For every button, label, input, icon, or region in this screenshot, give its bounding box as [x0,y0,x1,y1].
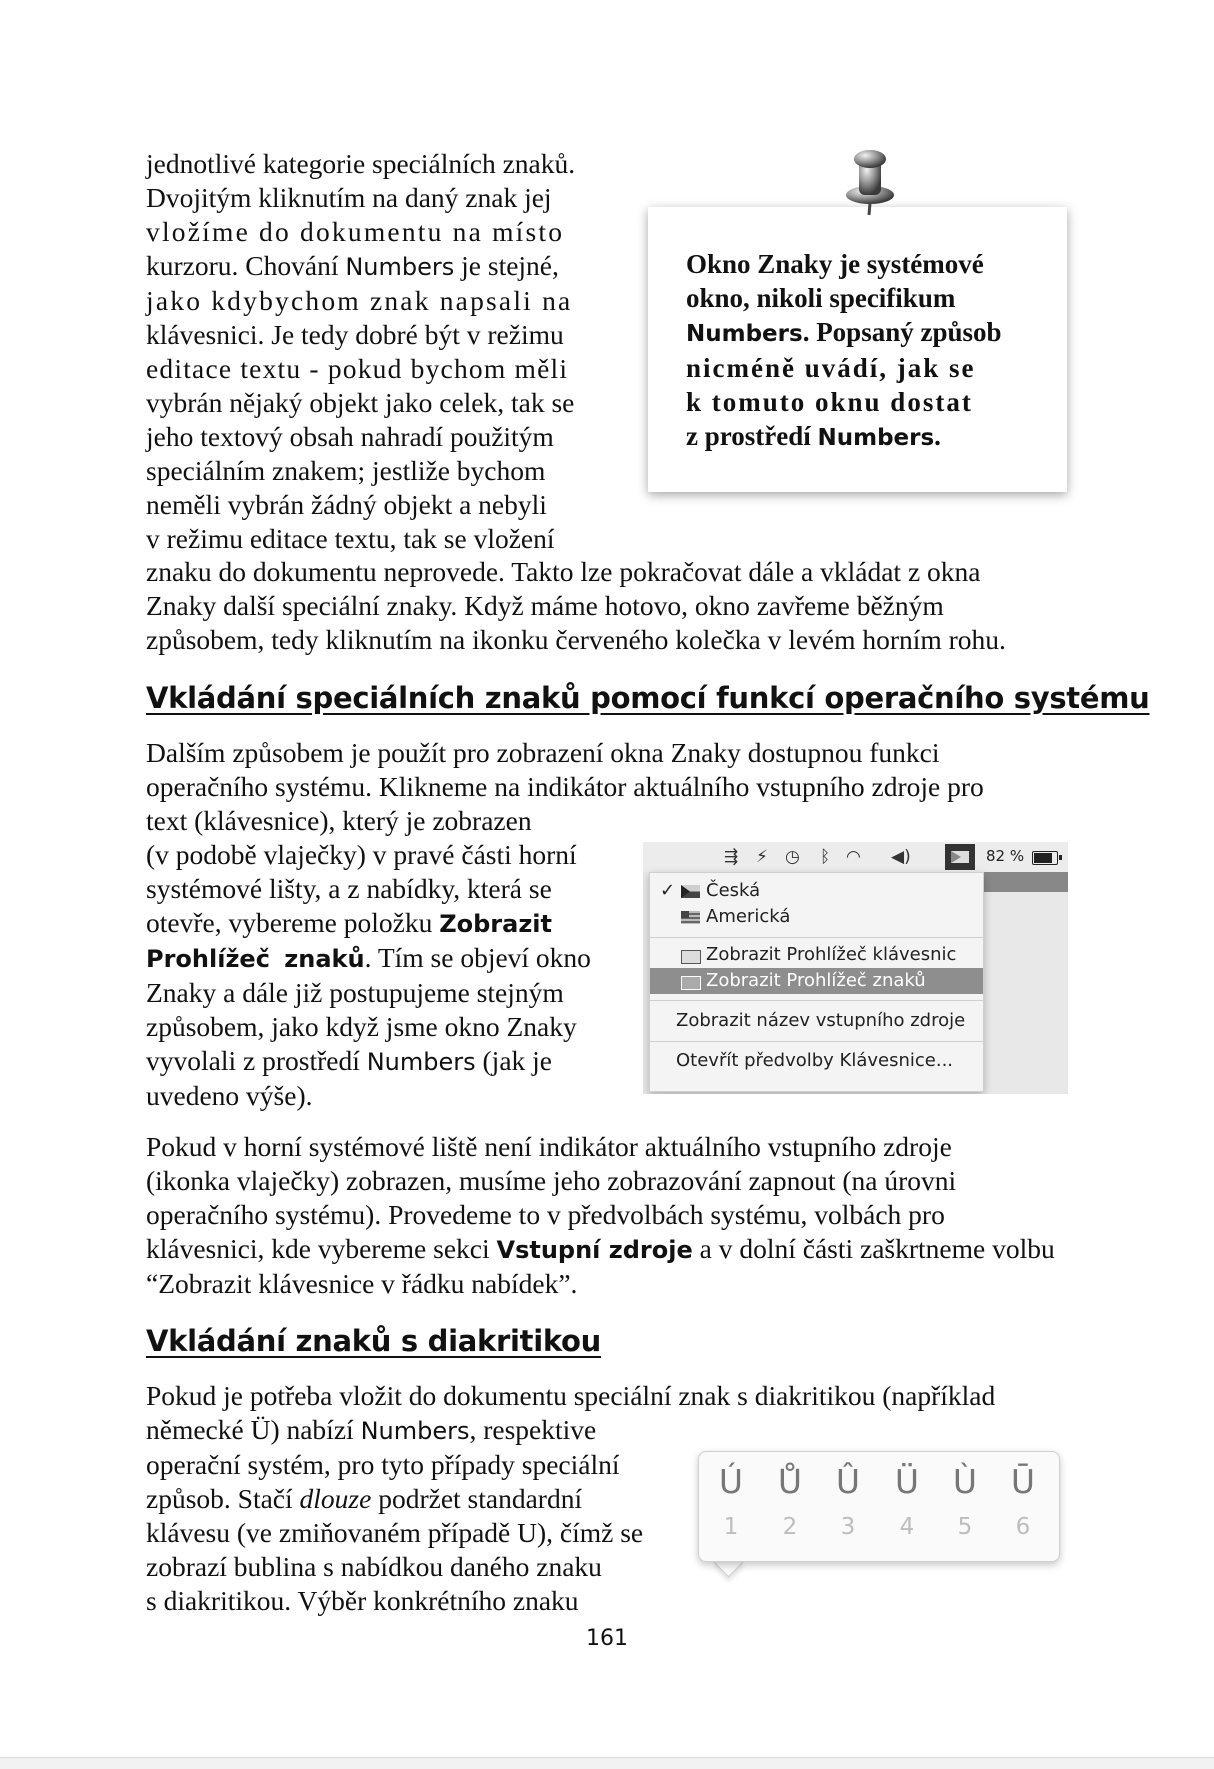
menu-item-show-input-name[interactable]: Zobrazit název vstupního zdroje [676,1010,966,1031]
battery-icon [1032,851,1058,865]
text-line: jeho textový obsah nahradí použitým [146,421,554,452]
diacritic-option[interactable]: Ú 1 [718,1462,744,1540]
paragraph-os-full [146,736,1067,804]
character-viewer-icon [681,976,701,990]
us-flag-icon [681,911,700,924]
text-line: editace textu - pokud bychom měli [146,353,569,384]
system-menubar [643,842,1068,872]
desktop-strip [982,872,1068,892]
menu-separator [650,937,983,938]
menu-separator [650,1000,983,1001]
input-source-dropdown [649,872,984,1092]
app-name-numbers: Numbers [360,1417,470,1445]
input-menu-screenshot [643,842,1068,1094]
paragraph-diacritics-narrow [146,1413,658,1618]
paragraph-diacritics-full [146,1379,1067,1413]
text-line: Dvojitým kliknutím na daný znak jej [146,182,552,213]
menu-item-reference: Zobrazit [439,910,553,938]
text-line: (ikonka vlaječky) zobrazen, musíme jeho zobrazování zapnout (na úrovni [146,1165,957,1196]
text-line: speciálním znakem; jestliže bychom [146,455,546,486]
bluetooth-icon: ᛒ [820,847,831,867]
text-line: operačního systému). Provedeme to v předvolbách systému, volbách pro [146,1199,945,1230]
checkmark-icon: ✓ [660,880,676,901]
text-line: “Zobrazit klávesnice v řádku nabídek”. [146,1268,578,1299]
text-line: Prohlížeč znaků. Tím se objeví okno [146,942,591,973]
note-text: Okno Znaky je systémové okno, nikoli specifikum Numbers. Popsaný způsob nicméně uvádí, jak se k tomuto oknu dostat z prostředí Numbers. [686,249,1002,451]
text-line: kurzoru. Chování Numbers je stejné, [146,250,559,281]
menu-separator [650,1041,983,1042]
diacritic-option[interactable]: Ů 2 [777,1462,803,1540]
menu-item-keyboard-prefs[interactable]: Otevřít předvolby Klávesnice... [676,1050,954,1071]
paragraph-input-sources [146,1130,1067,1301]
text-line: otevře, vybereme položku Zobrazit [146,907,553,938]
diacritic-option[interactable]: Ū 6 [1010,1462,1036,1540]
menu-item-character-viewer[interactable]: Zobrazit Prohlížeč znaků [650,968,983,994]
text-line: jako kdybychom znak napsali na [146,285,573,316]
text-line: Pokud v horní systémové liště není indikátor aktuálního vstupního zdroje [146,1131,952,1162]
diacritics-popup [698,1451,1060,1562]
input-source-indicator[interactable] [945,844,975,870]
text-line: operačního systému. Klikneme na indikátor aktuálního vstupního zdroje pro [146,771,984,802]
text-line: vybrán nějaký objekt jako celek, tak se [146,387,575,418]
text-line: Znaky další speciální znaky. Když máme hotovo, okno zavřeme běžným [146,590,944,621]
text-line: v režimu editace textu, tak se vložení [146,523,555,554]
text-line: klávesnici. Je tedy dobré být v režimu [146,319,564,350]
diacritic-option[interactable]: Ù 5 [952,1462,978,1540]
czech-flag-icon [681,885,700,898]
settings-section-reference: Vstupní zdroje [496,1236,693,1264]
text-line: uvedeno výše). [146,1080,313,1111]
paragraph-os-narrow [146,804,610,1113]
pushpin-icon [842,145,898,217]
text-line: operační systém, pro tyto případy speciální [146,1449,620,1480]
app-name-numbers: Numbers [366,1048,476,1076]
paragraph-intro-full [146,555,1067,657]
text-line: vyvolali z prostředí Numbers (jak je [146,1045,552,1076]
text-line: znaku do dokumentu neprovede. Takto lze pokračovat dále a vkládat z okna [146,556,981,587]
keyboard-icon [681,950,701,964]
text-line: neměli vybrán žádný objekt a nebyli [146,489,547,520]
app-name-numbers: Numbers [345,253,455,281]
text-line: německé Ü) nabízí Numbers, respektive [146,1414,597,1445]
app-name-numbers: Numbers [817,425,935,451]
paragraph-intro-narrow [146,147,616,556]
wifi-icon: ◠ [846,847,861,867]
text-line: zobrazí bublina s nabídkou daného znaku [146,1551,602,1582]
wifi-arrows-icon: ⇶ [724,847,739,867]
note-card [648,207,1067,492]
text-line: vložíme do dokumentu na místo [146,216,565,247]
text-line: text (klávesnice), který je zobrazen [146,805,532,836]
flash-icon: ⚡ [756,847,768,867]
menu-item-american[interactable]: Americká [650,904,983,930]
text-line: způsob. Stačí dlouze podržet standardní [146,1483,583,1514]
menu-item-keyboard-viewer[interactable]: Zobrazit Prohlížeč klávesnic [650,942,983,968]
text-line: (v podobě vlaječky) v pravé části horní [146,839,577,870]
emphasis: dlouze [299,1483,372,1514]
text-line: Znaky a dále již postupujeme stejným [146,977,564,1008]
time-machine-icon: ◷ [785,847,800,867]
page-bottom-edge [0,1757,1214,1769]
battery-percentage: 82 % [986,847,1025,865]
diacritic-option[interactable]: Û 3 [835,1462,861,1540]
page-number: 161 [586,1626,628,1651]
text-line: s diakritikou. Výběr konkrétního znaku [146,1585,579,1616]
text-line: klávesu (ve zmiňovaném případě U), čímž se [146,1517,644,1548]
section-heading-special-chars: Vkládání speciálních znaků pomocí funkcí operačního systému [146,681,1150,715]
menu-item-reference: Prohlížeč znaků [146,945,365,973]
text-line: klávesnici, kde vybereme sekci Vstupní zdroje a v dolní části zaškrtneme volbu [146,1233,1055,1264]
menu-item-czech[interactable]: ✓ Česká [650,878,983,904]
text-line: Dalším způsobem je použít pro zobrazení okna Znaky dostupnou funkci [146,737,940,768]
text-line: způsobem, jako když jsme okno Znaky [146,1011,577,1042]
text-line: jednotlivé kategorie speciálních znaků. [146,148,576,179]
text-line: Pokud je potřeba vložit do dokumentu speciální znak s diakritikou (například [146,1380,996,1411]
app-name-numbers: Numbers [686,321,803,347]
section-heading-diacritics: Vkládání znaků s diakritikou [146,1324,602,1358]
diacritic-option[interactable]: Ü 4 [894,1462,920,1540]
text-line: systémové lišty, a z nabídky, která se [146,873,552,904]
volume-icon: ◀) [891,847,911,867]
flag-icon [945,844,975,870]
text-line: způsobem, tedy kliknutím na ikonku červeného kolečka v levém horním rohu. [146,624,1006,655]
